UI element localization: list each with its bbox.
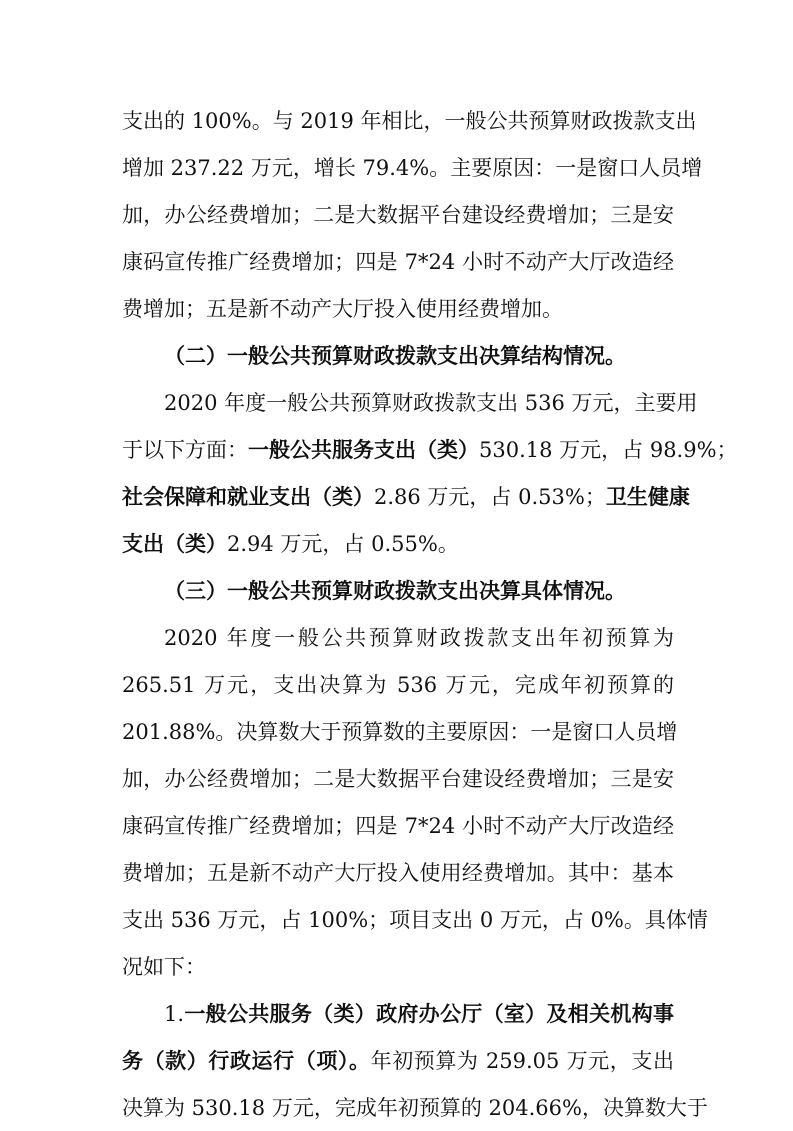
- para1-line5: 费增加；五是新不动产大厅投入使用经费增加。: [122, 297, 563, 321]
- para2-line2-value: 530.18 万元，占 98.9%；: [479, 438, 738, 462]
- para4-line1-bold: 一般公共服务（类）政府办公厅（室）及相关机构事: [184, 1002, 674, 1026]
- para3-line6: 费增加；五是新不动产大厅投入使用经费增加。其中：基本: [122, 861, 674, 885]
- para3-line3: 201.88%。决算数大于预算数的主要原因：一是窗口人员增: [122, 720, 678, 744]
- section-heading-3: （三）一般公共预算财政拨款支出决算具体情况。: [164, 579, 626, 603]
- para2-line2: [122, 427, 738, 473]
- para2-line2-text: 于以下方面：: [122, 438, 248, 462]
- para3-line8: 况如下：: [122, 955, 206, 979]
- para2-line1: 2020 年度一般公共预算财政拨款支出 536 万元，主要用: [164, 391, 698, 415]
- para3-line4: 加，办公经费增加；二是大数据平台建设经费增加；三是安: [122, 767, 674, 791]
- para1-line2: 增加 237.22 万元，增长 79.4%。主要原因：一是窗口人员增: [122, 156, 703, 180]
- para2-line4-bold: 支出（类）: [122, 532, 227, 556]
- para2-line3-bold2: 卫生健康: [605, 485, 690, 509]
- para1-line1: 支出的 100%。与 2019 年相比，一般公共预算财政拨款支出: [122, 109, 697, 133]
- section-heading-2: （二）一般公共预算财政拨款支出决算结构情况。: [164, 344, 626, 368]
- para4-item-number: 1.: [164, 1002, 185, 1026]
- para2-line4-value: 2.94 万元，占 0.55%。: [227, 532, 459, 556]
- para2-line2-bold: 一般公共服务支出（类）: [248, 438, 479, 462]
- para3-line2: 265.51 万元，支出决算为 536 万元，完成年初预算的: [122, 673, 674, 697]
- para2-line4: [122, 521, 674, 567]
- para3-line7: 支出 536 万元，占 100%；项目支出 0 万元，占 0%。具体情: [122, 908, 708, 932]
- para1-line3: 加，办公经费增加；二是大数据平台建设经费增加；三是安: [122, 203, 674, 227]
- para4-line2-text: 年初预算为 259.05 万元，支出: [370, 1049, 674, 1073]
- para4-line1: [164, 991, 674, 1037]
- para2-line3-value: 2.86 万元，占 0.53%；: [374, 485, 606, 509]
- para4-line3: 决算为 530.18 万元，完成年初预算的 204.66%，决算数大于: [122, 1096, 708, 1120]
- para3-line1: 2020 年度一般公共预算财政拨款支出年初预算为: [164, 626, 674, 650]
- para1-line4: 康码宣传推广经费增加；四是 7*24 小时不动产大厅改造经: [122, 250, 674, 274]
- para4-line2-bold: 务（款）行政运行（项）。: [122, 1049, 371, 1073]
- para2-line3-bold1: 社会保障和就业支出（类）: [122, 485, 374, 509]
- para2-line3: [122, 474, 690, 520]
- para3-line5: 康码宣传推广经费增加；四是 7*24 小时不动产大厅改造经: [122, 814, 674, 838]
- para4-line2: [122, 1038, 674, 1084]
